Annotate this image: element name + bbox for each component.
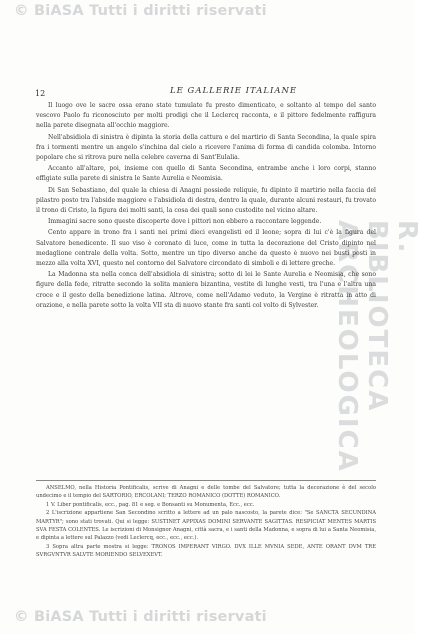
paragraph: La Madonna sta nella conca dell'absidiola di sinistra; sotto di lei le Sante Aurelia e Neomisia, che sono figure della fede, ritratte secondo la solita maniera bizantina, vestite di lunghe vesti, tra l'una e l'altra una croce e il gesto della benedizione latina. Altrove, come nell'Adamo veduto, la Vergine è ritratta in atto di orazione, e nella parete sotto la volta VII sta di nuovo stante fra santi col volto di Sylvester.	[36, 271, 376, 309]
running-head: LE GALLERIE ITALIANE	[170, 86, 298, 96]
paragraph: Immagini sacre sono queste discoperte dove i pittori non ebbero a raccontare leggende.	[48, 218, 322, 226]
footnote: ANSELMO, nella Historia Pontificalis, scrive di Anagni e delle tombe del Salvatore; tutta la decorazione è del secolo undecimo e il tempio del SARTORIO, ERCOLANI; TERZO ROMANICO (DOTTE) ROMANICO.	[36, 485, 376, 500]
watermark-bottom: © BiASA Tutti i diritti riservati	[14, 609, 267, 625]
paragraph: Di San Sebastiano, del quale la chiesa di Anagni possiede reliquie, fu dipinto il martirio nella faccia del pilastro posto tra l'abside maggiore e l'absidiola di destra, dentro la quale, durante alcuni restauri, fu trovato il trono di Cristo, la figura dei molti santi, la cosa dei quali sono custodite nel vicino altare.	[36, 186, 376, 215]
library-stamp: R. BIBLIOTECA ARCHEOLOGICA	[332, 220, 422, 473]
paragraph: Cento appare in trono fra i santi nei primi dieci evangelisti ed il leone; sopra di lui c'è la figura del Salvatore benedicente. Il suo viso è coronato di luce, come in tutta la decorazione del Cristo dipinto nel medaglione centrale della volta. Sotto, mentre un tipo diverso anche da questo è nuovo nei busti posti in mezzo alla volta XVI, questo nel contorno del Salvatore circondato di simboli e di lettere greche.	[36, 229, 376, 268]
paragraph: Nell'absidiola di sinistra è dipinta la storia della cattura e del martirio di Santa Secondina, la quale spira fra i tormenti mentre un angelo s'inchina dal cielo a ricevere l'anima di forma di candida colomba. Intorno popolare che si ritrova pure nella celebre caverna di Sant'Eulalia.	[36, 133, 376, 162]
page-number: 12	[35, 89, 46, 98]
footnote: 1 V. Liber pontificalis, ecc., pag. 81 e seg. e Bonsanti su Monumenta, Ecc., ecc.	[46, 501, 255, 508]
watermark-top: © BiASA Tutti i diritti riservati	[14, 3, 267, 19]
footnotes	[36, 484, 376, 560]
paragraph: Il luogo ove le sacre ossa erano state tumulate fu presto dimenticato, e soltanto al tempo del santo vescovo Paolo fu riconosciuto per molti prodigi che il Leclercq racconta, e il pittore fedelmente raffigura nella parete disegnata all'occhio maggiore.	[36, 102, 376, 130]
footnote: 2 L'iscrizione appartiene San Secondino scritto a lettere ad un palo nascosto, la parete dice: "Se SANCTA SECUNDINA MARTYR"; sono stati trovati. Qui si legge: SUSTINET APPIXAS DOMINI SERVANTE SAGITTAS. RESPICIAT MENTES MARTIS SVA FESTA COLENTES. Le iscrizioni di Monsignor Anagni, città sacra, e i santi della Madonna, e sopra di lui a Santa Neomisia, e dipinta a lettere sul Palazzo (vedi Leclercq, ecc., ecc., ecc.).	[36, 510, 376, 542]
footnote-divider	[36, 480, 376, 481]
body-text	[36, 101, 376, 312]
footnote: 3 Sopra altra parte mostra si legge: TRONOS IMPERANT VIRGO. DVX ILLE MVNIA SEDE, ANTE ORANT DVM TRE SVRGVNTVR SALVTE MORIENDO SELVEXEVT.	[36, 543, 376, 559]
paragraph: Accanto all'altare, poi, insieme con quello di Santa Secondina, entrambe anche i loro corpi, stanno effigiate sulla parete di sinistra le Sante Aurelia e Neomisia.	[36, 165, 376, 183]
